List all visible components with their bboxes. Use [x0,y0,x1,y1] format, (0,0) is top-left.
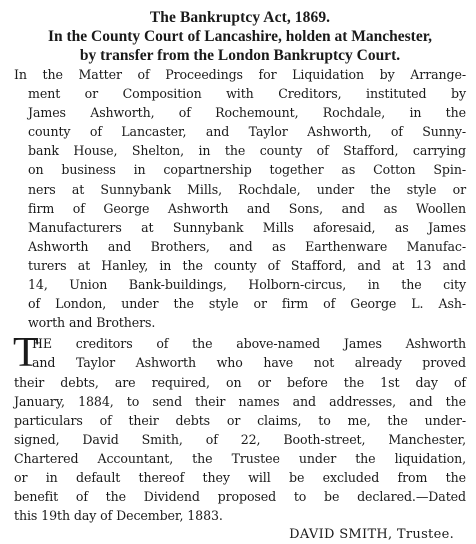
matter-line: ment or Composition with Creditors, instituted by [28,86,466,102]
body-line: their debts, are required, on or before the 1st day of [14,374,466,390]
matter-line: county of Lancaster, and Taylor Ashworth, of Sunny- [28,124,466,140]
act-title: The Bankruptcy Act, 1869. [149,9,331,26]
matter-line: firm of George Ashworth and Sons, and as Woollen [28,200,466,216]
body-line: HE creditors of the above-named James Ashworth [32,336,466,352]
legal-notice [14,8,466,544]
matter-line: ners at Sunnybank Mills, Rochdale, under the style or [28,181,466,197]
matter-line: Ashworth and Brothers, and as Earthenware Manufac- [28,238,466,254]
matter-line: Manufacturers at Sunnybank Mills aforesaid, as James [28,219,466,235]
body-line: and Taylor Ashworth who have not already proved [32,355,466,371]
matter-line: In the Matter of Proceedings for Liquidation by Arrange- [14,67,466,82]
matter-line: of London, under the style or firm of George L. Ash- [28,296,466,312]
court-line-1: In the County Court of Lancashire, holden at Manchester, [47,28,433,45]
matter-line: James Ashworth, of Rochemount, Rochdale, in the [28,105,466,121]
trustee-signature: DAVID SMITH, Trustee. [289,527,454,543]
court-line-2: by transfer from the London Bankruptcy Court. [79,47,401,64]
creditors-paragraph [13,330,466,525]
matter-line: worth and Brothers. [28,315,156,331]
body-line: Chartered Accountant, the Trustee under the liquidation, [14,450,466,466]
matter-paragraph [14,65,466,332]
matter-line: bank House, Shelton, in the county of Stafford, carrying [28,143,466,159]
body-line: or in default thereof they will be excluded from the [14,469,466,485]
body-line: this 19th day of December, 1883. [14,508,223,524]
body-line: signed, David Smith, of 22, Booth-street, Manchester, [14,431,466,447]
body-line: January, 1884, to send their names and addresses, and the [14,393,466,409]
matter-line: on business in copartnership together as Cotton Spin- [28,162,466,178]
body-line: benefit of the Dividend proposed to be declared.—Dated [14,489,466,505]
body-line: particulars of their debts or claims, to me, the under- [14,412,466,428]
matter-line: turers at Hanley, in the county of Stafford, and at 13 and [28,257,466,273]
matter-line: 14, Union Bank-buildings, Holborn-circus, in the city [28,277,466,293]
drop-cap: T [13,330,39,377]
